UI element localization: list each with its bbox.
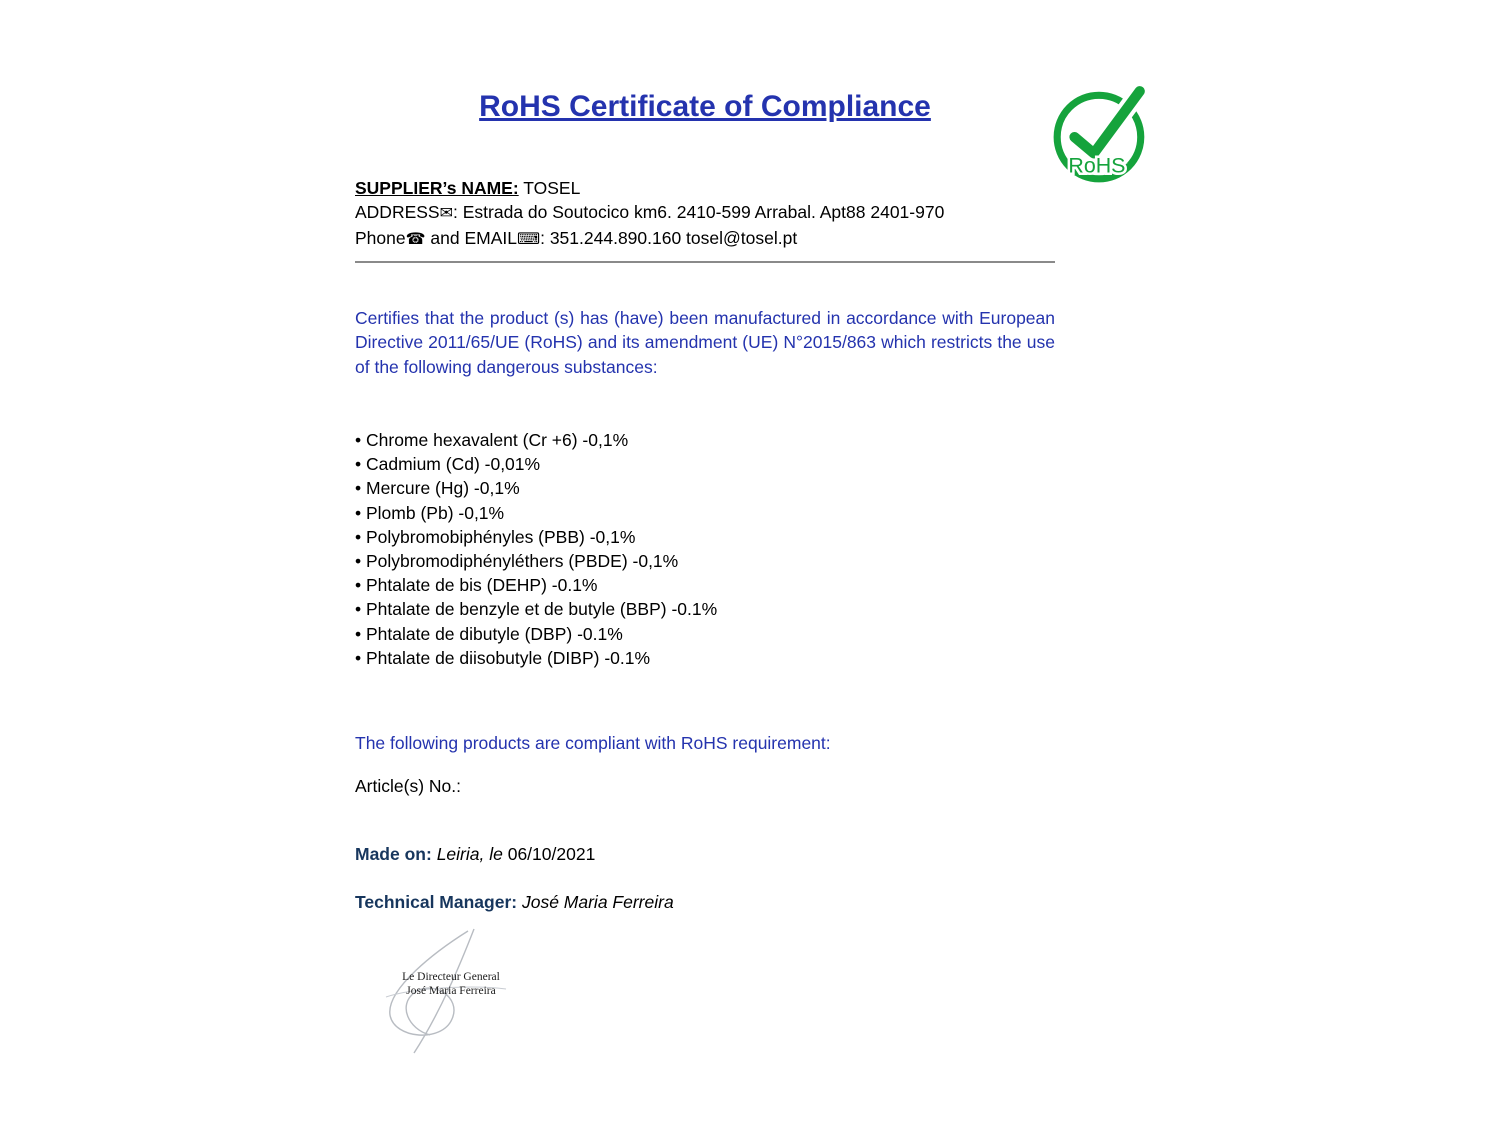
supplier-address-line	[355, 200, 1055, 226]
substance-item: • Cadmium (Cd) -0,01%	[355, 452, 1055, 476]
supplier-name-value: TOSEL	[523, 178, 581, 198]
substance-item: • Polybromobiphényles (PBB) -0,1%	[355, 525, 1055, 549]
contact-value: : 351.244.890.160 tosel@tosel.pt	[540, 228, 798, 248]
signature-text	[356, 970, 546, 998]
logo-label: RoHS	[1068, 153, 1126, 178]
technical-manager-line	[355, 892, 1055, 913]
divider-line	[355, 261, 1055, 263]
substance-item: • Plomb (Pb) -0,1%	[355, 501, 1055, 525]
document-title: RoHS Certificate of Compliance	[479, 90, 931, 123]
phone-icon: ☎	[405, 231, 426, 248]
substance-item: • Phtalate de bis (DEHP) -0.1%	[355, 573, 1055, 597]
substance-item: • Phtalate de benzyle et de butyle (BBP) -0.1%	[355, 597, 1055, 621]
made-on-place: Leiria, le	[436, 844, 503, 864]
substance-item: • Phtalate de diisobutyle (DIBP) -0.1%	[355, 646, 1055, 670]
mail-icon: ✉	[439, 205, 454, 222]
supplier-block	[355, 176, 1055, 252]
supplier-contact-line	[355, 226, 1055, 252]
made-on-line	[355, 844, 1055, 865]
address-label: ADDRESS	[355, 202, 440, 222]
substance-item: • Polybromodiphényléthers (PBDE) -0,1%	[355, 549, 1055, 573]
statement-paragraph: Certifies that the product (s) has (have) been manufactured in accordance with European Directive 2011/65/UE (RoHS) and its amendment (UE) N°2015/863 which restricts the use of the following dangerous substances:	[355, 308, 1055, 377]
substance-item: • Phtalate de dibutyle (DBP) -0.1%	[355, 622, 1055, 646]
substance-item: • Mercure (Hg) -0,1%	[355, 476, 1055, 500]
rohs-logo	[1048, 80, 1154, 188]
signature-line2: José Maria Ferreira	[406, 985, 496, 997]
substance-item: • Chrome hexavalent (Cr +6) -0,1%	[355, 428, 1055, 452]
signature-block	[356, 926, 546, 1058]
computer-icon: ⌨	[517, 231, 541, 248]
rohs-logo-graphic	[1048, 80, 1154, 188]
supplier-name-line	[355, 176, 1055, 200]
email-label: and EMAIL	[425, 228, 517, 248]
phone-label: Phone	[355, 228, 406, 248]
supplier-name-label: SUPPLIER’s NAME:	[355, 178, 519, 198]
article-number-line: Article(s) No.:	[355, 776, 461, 796]
made-on-label: Made on:	[355, 844, 432, 864]
technical-manager-name: José Maria Ferreira	[521, 892, 674, 912]
substances-list	[355, 428, 1055, 670]
compliance-line: The following products are compliant with RoHS requirement:	[355, 733, 831, 753]
technical-manager-label: Technical Manager:	[355, 892, 518, 912]
signature-line1: Le Directeur General	[402, 971, 500, 983]
address-value: : Estrada do Soutocico km6. 2410-599 Arrabal. Apt88 2401-970	[453, 202, 945, 222]
made-on-date: 06/10/2021	[507, 844, 596, 864]
